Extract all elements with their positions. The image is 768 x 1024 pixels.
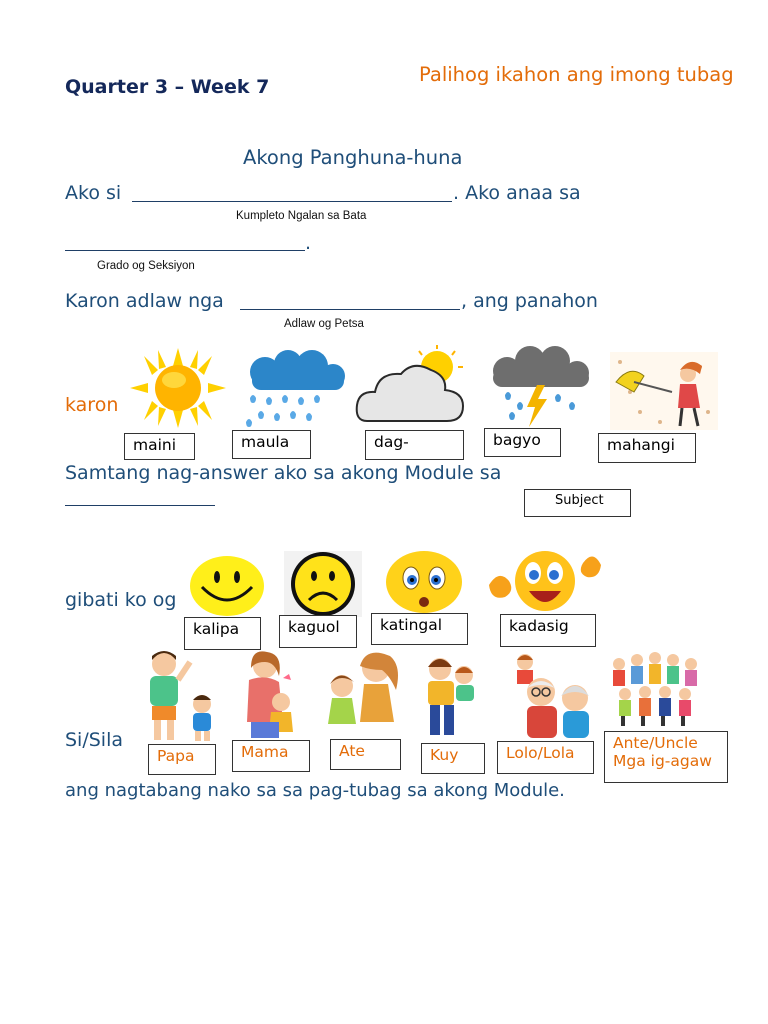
helper-option-ante-uncle[interactable]: Ante/Uncle Mga ig-agaw	[604, 731, 728, 783]
instruction-text: Palihog ikahon ang imong tubag	[419, 63, 734, 86]
happy-face-icon	[188, 555, 266, 617]
weather-option-maini[interactable]: maini	[124, 433, 195, 460]
feeling-option-kadasig[interactable]: kadasig	[500, 614, 596, 647]
date-blank[interactable]	[240, 309, 460, 310]
sun-icon	[128, 348, 228, 428]
feelings-lead: gibati ko og	[65, 589, 177, 611]
storm-icon	[485, 345, 595, 430]
helper-option-kuy[interactable]: Kuy	[421, 743, 485, 774]
name-caption: Kumpleto Ngalan sa Bata	[236, 210, 367, 222]
rain-cloud-icon	[240, 350, 350, 430]
weather-lead: karon	[65, 394, 119, 416]
helper-option-papa[interactable]: Papa	[148, 744, 216, 775]
relatives-icon	[605, 650, 705, 730]
weather-option-dag[interactable]: dag-	[365, 430, 464, 460]
date-prefix: Karon adlaw nga	[65, 290, 224, 312]
weather-option-bagyo[interactable]: bagyo	[484, 428, 561, 457]
closing-sentence: ang nagtabang nako sa sa pag-tubag sa akong Module.	[65, 780, 565, 801]
sister-icon	[320, 650, 402, 736]
surprised-face-icon	[384, 550, 464, 614]
grade-section-period: .	[305, 232, 312, 254]
subject-box: Subject	[524, 489, 631, 517]
grandparents-icon	[505, 652, 597, 740]
subject-blank[interactable]	[65, 505, 215, 506]
weather-option-mahangi[interactable]: mahangi	[598, 433, 696, 463]
quarter-week-label: Quarter 3 – Week 7	[65, 76, 270, 98]
father-child-icon	[140, 648, 224, 744]
grade-section-caption: Grado og Seksiyon	[97, 260, 195, 272]
helper-option-mama[interactable]: Mama	[232, 740, 310, 772]
helper-option-ate[interactable]: Ate	[330, 739, 401, 770]
name-prefix: Ako si	[65, 182, 122, 204]
excited-face-icon	[487, 545, 603, 619]
page-title: Akong Panghuna-huna	[243, 146, 463, 169]
brother-icon	[418, 655, 488, 741]
windy-icon	[610, 352, 718, 430]
module-sentence: Samtang nag-answer ako sa akong Module sa	[65, 462, 502, 484]
feeling-option-katingal[interactable]: katingal	[371, 613, 468, 645]
date-suffix: , ang panahon	[461, 290, 598, 312]
sad-face-icon	[284, 551, 362, 617]
grade-section-blank[interactable]	[65, 250, 305, 251]
mother-child-icon	[237, 650, 301, 742]
name-suffix: . Ako anaa sa	[453, 182, 581, 204]
date-caption: Adlaw og Petsa	[284, 318, 364, 330]
helper-option-lolo-lola[interactable]: Lolo/Lola	[497, 741, 594, 774]
weather-option-maula[interactable]: maula	[232, 430, 311, 459]
feeling-option-kaguol[interactable]: kaguol	[279, 615, 357, 648]
helpers-lead: Si/Sila	[65, 729, 124, 751]
feeling-option-kalipa[interactable]: kalipa	[184, 617, 261, 650]
name-blank[interactable]	[132, 201, 452, 202]
cloudy-icon	[355, 345, 470, 425]
